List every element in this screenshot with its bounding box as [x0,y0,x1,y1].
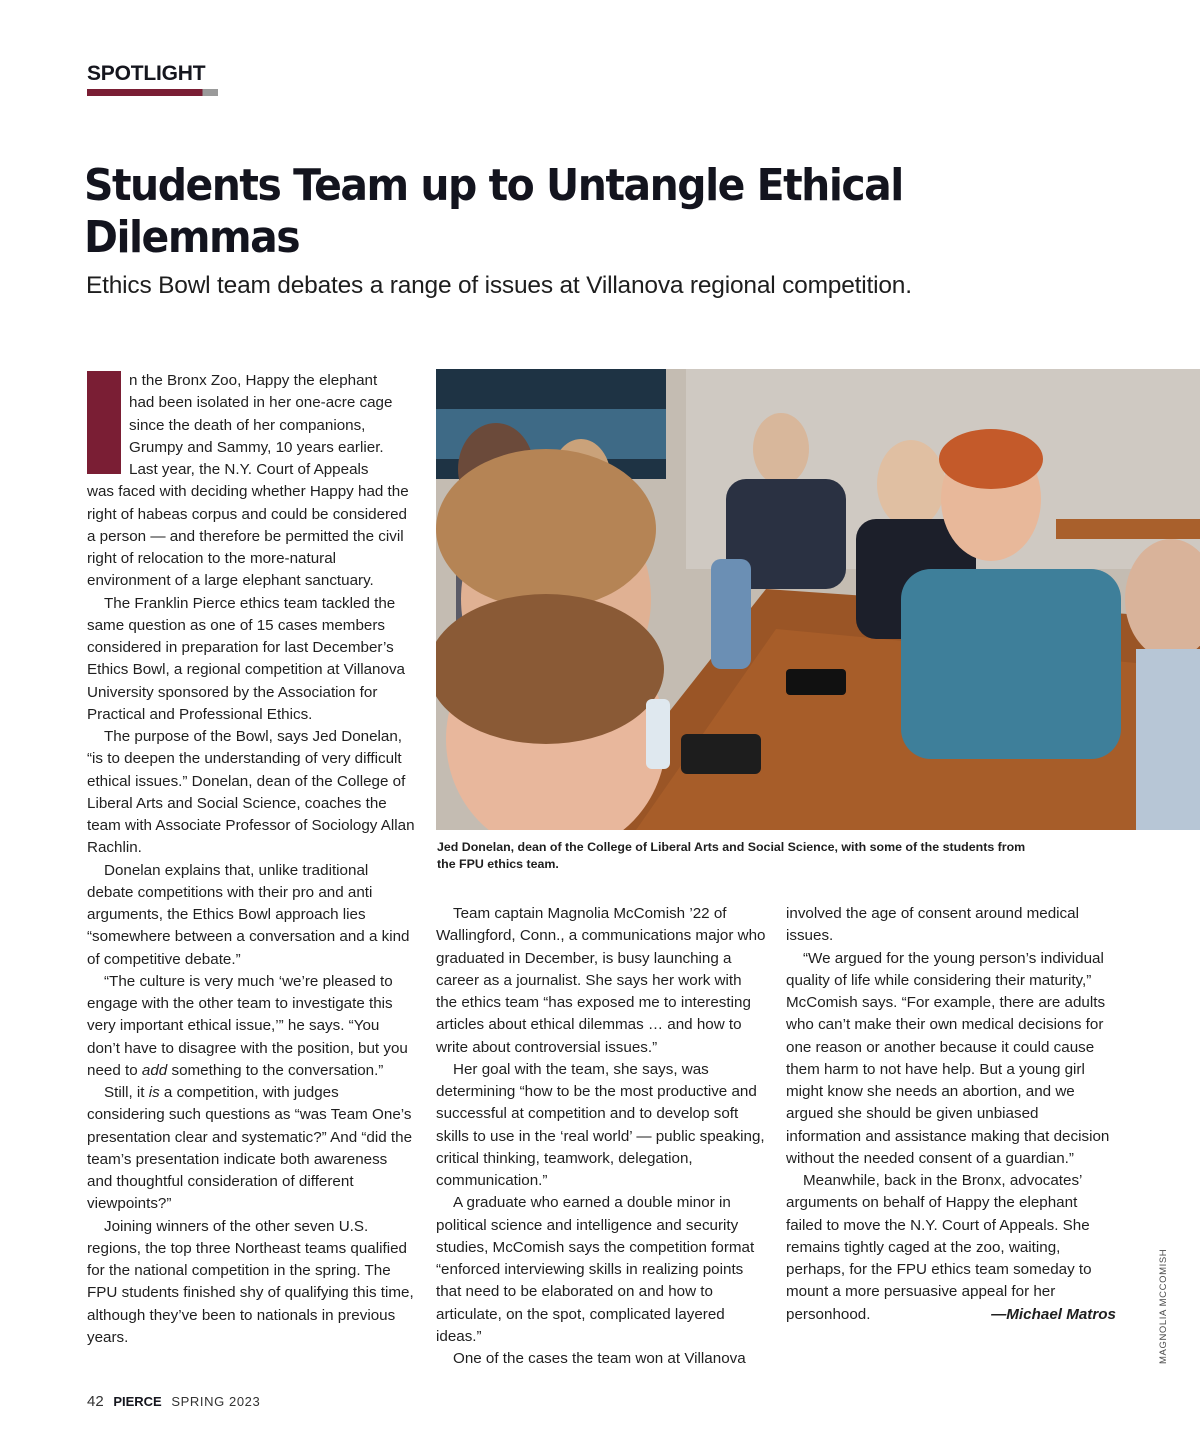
body-paragraph: “We argued for the young person’s individual quality of life while considering their maturity,” McComish says. “For example, there are adults who can’t make their own medical decisions for one reason or another because it could cause them harm to not have help. But a young girl might know she needs an abortion, and we argued she should be given unbiased information and assistance making that decision without the needed consent of a guardian.” [786,949,1110,1167]
body-paragraph [786,1170,1116,1326]
body-paragraph: Her goal with the team, she says, was determining “how to be the most productive and successful at competition and to develop soft skills to use in the ‘real world’ — public speaking, critical thinking, teamwork, delegation, communication.” [436,1060,765,1189]
emphasis: is [148,1084,160,1101]
article-column-1 [87,370,415,1349]
deck-subheadline: Ethics Bowl team debates a range of issues at Villanova regional competition. [86,272,912,299]
issue-label: SPRING 2023 [171,1394,261,1409]
body-paragraph: A graduate who earned a double minor in political science and intelligence and security studies, McComish says the competition format “enforced interviewing skills in realizing points that need to be elaborated on and how to articulate, on the spot, complicated layered ideas.” [436,1194,755,1345]
article-column-2 [436,903,766,1370]
lead-line: Grumpy and Sammy, 10 years earlier. [129,438,384,456]
lead-rest: was faced with deciding whether Happy had the right of habeas corpus and could be considered a person — and therefore be permitted the civil right of relocation to the more-natural environment of a large elephant sanctuary. [87,483,409,590]
team-photo [436,369,1200,830]
lead-line: Last year, the N.Y. Court of Appeals [129,461,369,478]
publication-name: PIERCE [113,1394,162,1409]
text-run: Meanwhile, back in the Bronx, advocates’ arguments on behalf of Happy the elephant failed to move the N.Y. Court of Appeals. She remains tightly caged at the zoo, waiting, perhaps, for the FPU ethics team someday to mount a more persuasive appeal for her personhood. [786,1172,1092,1323]
body-paragraph [87,971,415,1082]
byline: —Michael Matros [991,1305,1116,1323]
section-underline [87,89,218,96]
lead-line: since the death of her companions, [129,416,366,434]
lead-paragraph [87,370,415,593]
lead-line: n the Bronx Zoo, Happy the elephant [129,372,378,389]
text-run: a competition, with judges considering such questions as “was Team One’s presentation clear and systematic?” And “did the team’s presentation indicate both awareness and thoughtful consideration of different viewpoints?” [87,1084,413,1213]
body-paragraph: Team captain Magnolia McComish ’22 of Wallingford, Conn., a communications major who graduated in December, is busy launching a career as a journalist. She says her work with the ethics team “has exposed me to interesting articles about ethical dilemmas … and how to write about controversial issues.” [436,905,766,1056]
photo-credit: MAGNOLIA MCCOMISH [1158,1248,1169,1364]
article-column-3 [786,903,1116,1326]
headline: Students Team up to Untangle Ethical Dilemmas [84,160,903,263]
body-paragraph: The Franklin Pierce ethics team tackled the same question as one of 15 cases members considered in preparation for last December’s Ethics Bowl, a regional competition at Villanova University sponsored by the Association for Practical and Professional Ethics. [87,594,405,723]
photo-caption: Jed Donelan, dean of the College of Liberal Arts and Social Science, with some of the students from the FPU ethics team. [437,840,1026,871]
page-number: 42 [87,1393,104,1410]
continuation-paragraph: involved the age of consent around medical issues. [786,905,1079,945]
team-photo-illustration [436,369,1200,830]
page-footer [87,1393,260,1410]
text-run: Still, it [104,1084,149,1101]
body-paragraph: Joining winners of the other seven U.S. regions, the top three Northeast teams qualified for the national competition in the spring. The FPU students finished shy of qualifying this time, although they’ve been to nationals in previous years. [87,1217,414,1346]
body-paragraph: One of the cases the team won at Villanova [453,1350,746,1367]
body-paragraph: Donelan explains that, unlike traditional debate competitions with their pro and anti arguments, the Ethics Bowl approach lies “somewhere between a conversation and a kind of competitive debate.” [87,861,410,968]
text-run: something to the conversation.” [167,1061,384,1079]
body-paragraph: The purpose of the Bowl, says Jed Donelan, “is to deepen the understanding of very difficult ethical issues.” Donelan, dean of the College of Liberal Arts and Social Science, coaches the team with Associate Professor of Sociology Allan Rachlin. [87,728,415,857]
body-paragraph [87,1082,415,1216]
text-run: “The culture is very much ‘we’re pleased to engage with the other team to investigate this very important ethical issue,’” he says. “You don’t have to disagree with the position, but you need to [87,972,408,1079]
section-label: SPOTLIGHT [87,62,206,85]
lead-line: had been isolated in her one-acre cage [129,394,393,412]
emphasis: add [141,1061,168,1079]
